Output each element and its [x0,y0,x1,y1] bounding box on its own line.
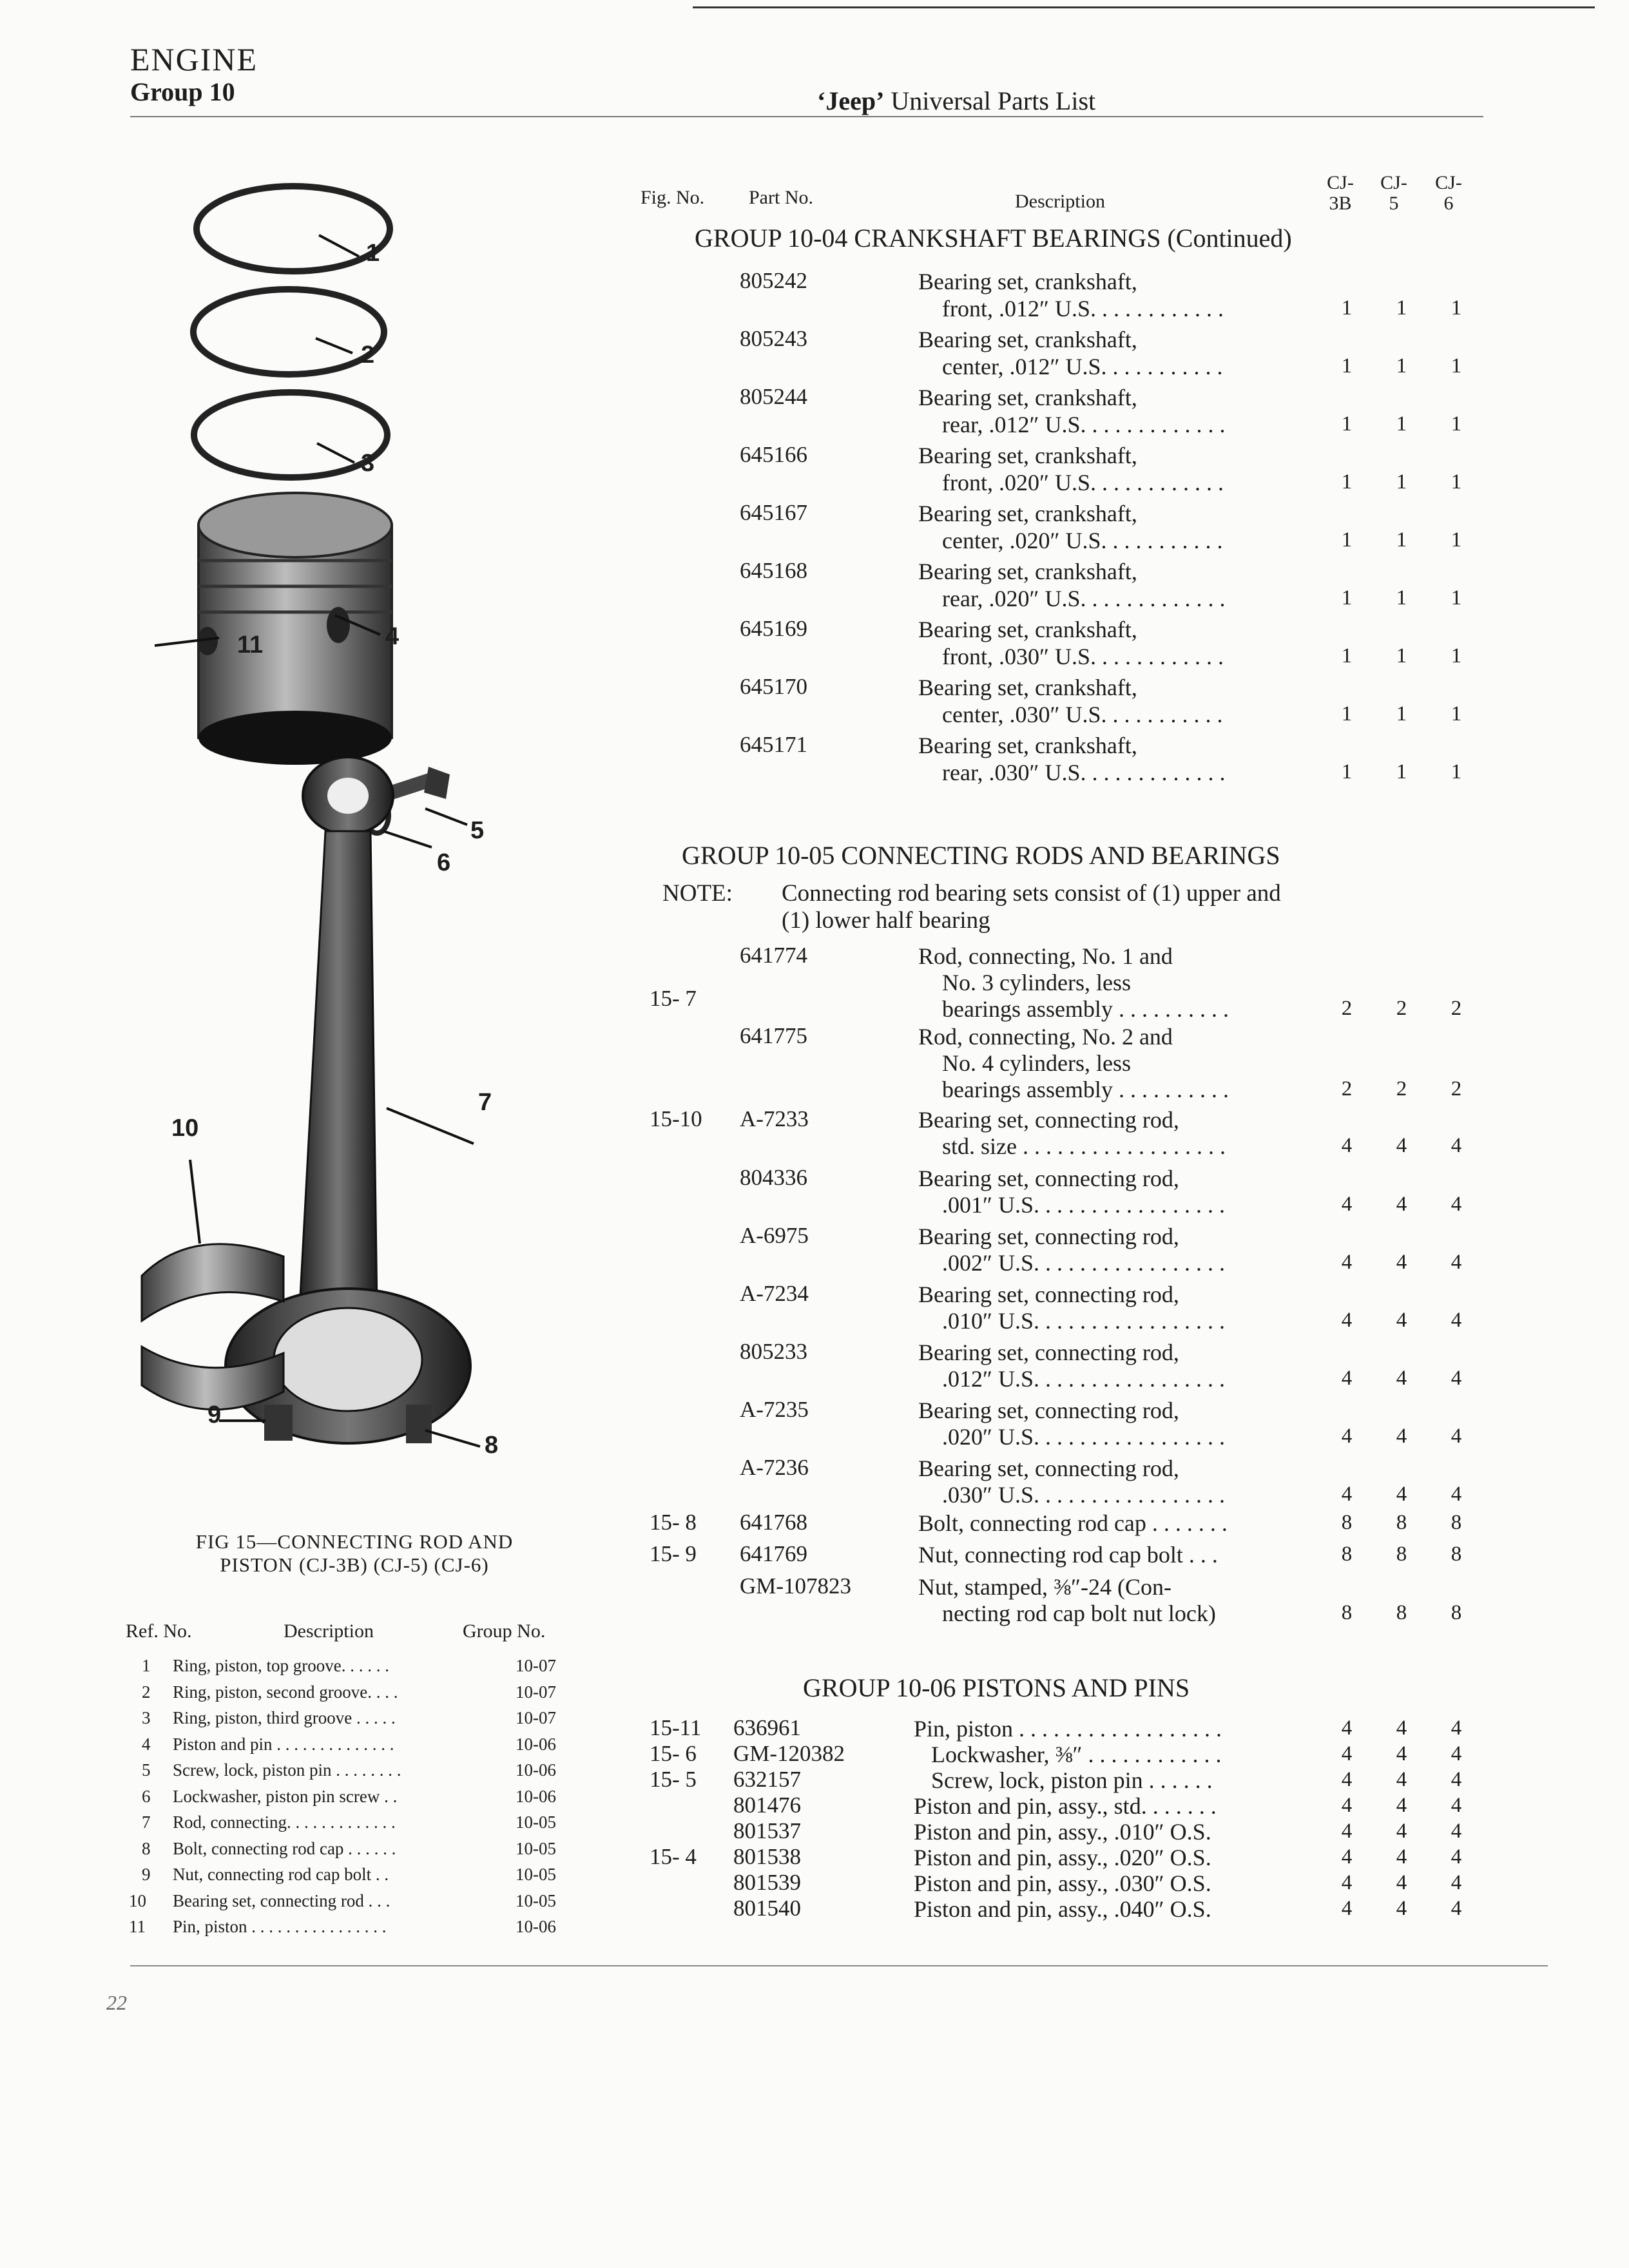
part-description-line: Bearing set, crankshaft, [918,269,1137,294]
quantity: 2 [1396,997,1407,1020]
part-number: 636961 [733,1715,801,1740]
connecting-rod-bearing-icon [142,1160,284,1410]
part-description-line: Bearing set, connecting rod, [918,1224,1179,1249]
part-description-line: Bearing set, crankshaft, [918,733,1137,758]
col-fig-no: Fig. No. [641,187,705,208]
figure-caption-line1: FIG 15—CONNECTING ROD AND [195,1530,514,1553]
piston-ring-second-icon [193,289,384,374]
part-number: A-7233 [740,1106,809,1131]
part-description-line: .030″ U.S. . . . . . . . . . . . . . . . . [942,1482,1226,1508]
legend-group: 10-07 [516,1656,556,1675]
part-number: 641768 [740,1510,807,1535]
quantity: 1 [1451,528,1462,552]
quantity: 4 [1451,1794,1462,1817]
quantity: 4 [1396,1193,1407,1216]
group-10-06-title: GROUP 10-06 PISTONS AND PINS [803,1673,1190,1702]
quantity: 2 [1341,997,1353,1020]
quantity: 8 [1341,1511,1353,1534]
part-number: 801538 [733,1844,801,1869]
part-description-line: Nut, stamped, ⅜″-24 (Con- [918,1574,1171,1600]
quantity: 4 [1341,1251,1353,1274]
part-description-line: std. size . . . . . . . . . . . . . . . . . . [942,1133,1226,1159]
part-description-line: .001″ U.S. . . . . . . . . . . . . . . . . [942,1192,1226,1218]
legend-group: 10-05 [516,1865,556,1884]
quantity: 1 [1341,354,1353,378]
col-model-cj3b [1318,173,1363,214]
part-number: A-7234 [740,1281,809,1306]
part-description-line: Rod, connecting, No. 2 and [918,1024,1173,1050]
quantity: 8 [1396,1542,1407,1566]
part-description-line: Screw, lock, piston pin . . . . . . [914,1767,1213,1793]
document-title [817,86,1095,116]
legend-ref: 8 [142,1838,151,1858]
fig-number: 15- 6 [650,1741,697,1766]
quantity: 4 [1341,1820,1353,1843]
header-rule [130,116,1483,117]
piston-ring-top-icon [197,186,390,271]
quantity: 1 [1451,586,1462,610]
quantity: 4 [1341,1742,1353,1765]
part-description-line: Bearing set, connecting rod, [918,1398,1179,1423]
quantity: 8 [1341,1542,1353,1566]
part-description-line: bearings assembly . . . . . . . . . . [942,996,1229,1022]
part-number: 801539 [733,1870,801,1895]
part-number: 801476 [733,1792,801,1818]
part-description-line: Piston and pin, assy., .030″ O.S. [914,1870,1211,1896]
part-description-line: Piston and pin, assy., .010″ O.S. [914,1819,1211,1845]
part-number: 632157 [733,1767,801,1792]
figure-caption [129,1530,580,1577]
part-description-line: .020″ U.S. . . . . . . . . . . . . . . . . [942,1424,1226,1450]
legend-group: 10-06 [516,1786,556,1806]
quantity: 1 [1341,760,1353,783]
figure-caption-line2: PISTON (CJ-3B) (CJ-5) (CJ-6) [220,1553,489,1576]
quantity: 1 [1396,412,1407,436]
part-number: 805244 [740,384,807,409]
quantity: 4 [1341,1845,1353,1869]
quantity: 8 [1396,1511,1407,1534]
fig-number: 15- 8 [650,1510,697,1535]
part-description-line: front, .012″ U.S. . . . . . . . . . . . [942,296,1224,322]
quantity: 1 [1396,586,1407,610]
part-description-line: No. 4 cylinders, less [942,1050,1131,1076]
quantity: 4 [1341,1794,1353,1817]
callout-8: 8 [485,1432,499,1459]
legend-head-group: Group No. [463,1620,546,1642]
quantity: 4 [1451,1251,1462,1274]
quantity: 4 [1396,1897,1407,1920]
part-description-line: Pin, piston . . . . . . . . . . . . . . . . . . [914,1716,1222,1742]
legend-group: 10-05 [516,1812,556,1832]
quantity: 8 [1396,1601,1407,1624]
part-number: 645171 [740,732,807,757]
quantity: 1 [1341,412,1353,436]
part-number: 804336 [740,1165,807,1190]
quantity: 4 [1451,1871,1462,1894]
legend-group: 10-07 [516,1708,556,1727]
quantity: 1 [1451,354,1462,378]
legend-description: Nut, connecting rod cap bolt . . [173,1865,389,1884]
legend-description: Bolt, connecting rod cap . . . . . . [173,1838,396,1858]
part-number: 641769 [740,1541,807,1566]
col-model-cj5-line1: CJ- [1380,172,1407,193]
fig-number: 15-11 [650,1715,702,1740]
part-number: 645166 [740,442,807,467]
quantity: 1 [1451,644,1462,668]
quantity: 4 [1341,1425,1353,1448]
col-model-cj6-line1: CJ- [1435,172,1462,193]
legend-description: Bearing set, connecting rod . . . [173,1890,390,1910]
quantity: 1 [1396,702,1407,726]
quantity: 4 [1451,1425,1462,1448]
col-model-cj5 [1371,173,1416,214]
legend-group: 10-06 [516,1917,556,1936]
part-number: GM-120382 [733,1741,845,1766]
callout-9: 9 [207,1401,222,1428]
quantity: 1 [1396,644,1407,668]
part-description-line: Piston and pin, assy., .040″ O.S. [914,1896,1211,1922]
piston-icon [155,493,392,765]
legend-description: Ring, piston, second groove. . . . [173,1682,398,1702]
legend-ref: 3 [142,1708,151,1727]
legend-ref: 11 [129,1917,146,1936]
legend-description: Piston and pin . . . . . . . . . . . . . . [173,1734,394,1754]
part-description-line: necting rod cap bolt nut lock) [942,1600,1216,1626]
quantity: 2 [1451,1077,1462,1100]
section-title: ENGINE [130,41,258,77]
quantity: 1 [1451,296,1462,320]
part-number: 805243 [740,326,807,351]
quantity: 1 [1396,528,1407,552]
quantity: 4 [1341,1871,1353,1894]
part-number: 805233 [740,1339,807,1364]
quantity: 4 [1396,1742,1407,1765]
part-description-line: Bearing set, crankshaft, [918,385,1137,410]
part-number: 641775 [740,1023,807,1048]
part-number: 645168 [740,558,807,583]
quantity: 4 [1396,1768,1407,1791]
group-10-04-title: GROUP 10-04 CRANKSHAFT BEARINGS (Continued) [695,224,1292,253]
callout-10: 10 [171,1115,199,1142]
part-number: 645170 [740,674,807,699]
fig-number: 15-10 [650,1106,702,1131]
legend-description: Rod, connecting. . . . . . . . . . . . . [173,1812,396,1832]
legend-ref: 6 [142,1786,151,1806]
legend-description: Ring, piston, third groove . . . . . [173,1708,396,1727]
top-edge-rule [693,6,1595,8]
legend-ref: 10 [129,1890,146,1910]
quantity: 1 [1341,470,1353,494]
part-description-line: rear, .012″ U.S. . . . . . . . . . . . . [942,412,1226,437]
quantity: 4 [1451,1845,1462,1869]
quantity: 4 [1341,1309,1353,1332]
quantity: 8 [1341,1601,1353,1624]
part-description-line: .010″ U.S. . . . . . . . . . . . . . . . . [942,1308,1226,1334]
callout-6: 6 [437,849,451,876]
part-description-line: front, .030″ U.S. . . . . . . . . . . . [942,644,1224,669]
quantity: 1 [1451,412,1462,436]
part-description-line: rear, .020″ U.S. . . . . . . . . . . . . [942,586,1226,611]
quantity: 2 [1396,1077,1407,1100]
section-heading [130,41,258,107]
document-title-rest: Universal Parts List [884,86,1096,115]
quantity: 4 [1341,1768,1353,1791]
part-description-line: Nut, connecting rod cap bolt . . . [918,1542,1218,1568]
brand-name: ‘Jeep’ [817,86,885,115]
quantity: 4 [1451,1768,1462,1791]
part-description-line: Bearing set, connecting rod, [918,1282,1179,1307]
quantity: 4 [1451,1134,1462,1157]
quantity: 4 [1451,1716,1462,1740]
callout-11: 11 [237,631,264,658]
quantity: 4 [1341,1716,1353,1740]
legend-group: 10-05 [516,1890,556,1910]
part-number: 805242 [740,268,807,293]
part-description-line: Piston and pin, assy., .020″ O.S. [914,1845,1211,1870]
legend-description: Pin, piston . . . . . . . . . . . . . . . . [173,1917,387,1936]
quantity: 4 [1396,1483,1407,1506]
quantity: 2 [1451,997,1462,1020]
part-description-line: Lockwasher, ⅜″ . . . . . . . . . . . . [914,1742,1222,1767]
quantity: 4 [1341,1193,1353,1216]
part-description-line: Piston and pin, assy., std. . . . . . . [914,1793,1217,1819]
quantity: 1 [1396,470,1407,494]
quantity: 1 [1396,760,1407,783]
quantity: 1 [1341,528,1353,552]
part-description-line: Bearing set, connecting rod, [918,1456,1179,1481]
quantity: 4 [1451,1820,1462,1843]
quantity: 1 [1451,702,1462,726]
part-description-line: Bearing set, crankshaft, [918,675,1137,700]
part-number: A-7236 [740,1455,809,1480]
legend-head-description: Description [284,1620,374,1642]
legend-description: Ring, piston, top groove. . . . . . [173,1656,389,1675]
part-number: 645169 [740,616,807,641]
part-description-line: front, .020″ U.S. . . . . . . . . . . . [942,470,1224,495]
quantity: 4 [1341,1897,1353,1920]
part-number: 801540 [733,1896,801,1921]
quantity: 4 [1396,1367,1407,1390]
legend-ref: 1 [142,1656,151,1675]
part-description-line: center, .030″ U.S. . . . . . . . . . . [942,702,1223,727]
part-number: 645167 [740,500,807,525]
quantity: 4 [1396,1425,1407,1448]
part-description-line: center, .012″ U.S. . . . . . . . . . . [942,354,1223,380]
quantity: 8 [1451,1542,1462,1566]
callout-5: 5 [470,817,485,844]
quantity: 4 [1341,1483,1353,1506]
quantity: 4 [1451,1897,1462,1920]
part-description-line: Bearing set, crankshaft, [918,327,1137,352]
part-description-line: Bearing set, connecting rod, [918,1107,1179,1133]
legend-group: 10-05 [516,1838,556,1858]
col-model-cj3b-line1: CJ- [1327,172,1354,193]
legend-description: Screw, lock, piston pin . . . . . . . . [173,1760,401,1780]
part-description-line: Bearing set, connecting rod, [918,1340,1179,1365]
quantity: 4 [1451,1367,1462,1390]
quantity: 1 [1341,644,1353,668]
quantity: 4 [1396,1845,1407,1869]
quantity: 4 [1341,1134,1353,1157]
fig-number: 15- 7 [650,986,697,1011]
quantity: 4 [1396,1716,1407,1740]
quantity: 1 [1451,760,1462,783]
part-description-line: bearings assembly . . . . . . . . . . [942,1077,1229,1102]
legend-group: 10-06 [516,1760,556,1780]
quantity: 4 [1341,1367,1353,1390]
part-description-line: Bearing set, crankshaft, [918,617,1137,642]
part-description-line: .012″ U.S. . . . . . . . . . . . . . . . . [942,1366,1226,1392]
quantity: 1 [1396,296,1407,320]
quantity: 1 [1341,702,1353,726]
quantity: 1 [1396,354,1407,378]
legend-head-ref: Ref. No. [126,1620,192,1642]
quantity: 1 [1451,470,1462,494]
legend-group: 10-06 [516,1734,556,1754]
part-description-line: Bearing set, crankshaft, [918,559,1137,584]
group-title: Group 10 [130,77,235,106]
part-description-line: No. 3 cylinders, less [942,970,1131,995]
legend-ref: 9 [142,1865,151,1884]
callout-1: 1 [366,240,380,267]
quantity: 4 [1396,1309,1407,1332]
col-model-cj3b-line2: 3B [1329,193,1352,214]
part-number: GM-107823 [740,1573,852,1599]
quantity: 8 [1451,1511,1462,1534]
legend-ref: 2 [142,1682,151,1702]
callout-4: 4 [385,623,400,650]
quantity: 8 [1451,1601,1462,1624]
part-description-line: Bearing set, crankshaft, [918,443,1137,468]
col-model-cj6-line2: 6 [1443,193,1454,214]
part-description-line: Rod, connecting, No. 1 and [918,943,1173,969]
part-number: 801537 [733,1818,801,1843]
col-model-cj5-line2: 5 [1389,193,1399,214]
quantity: 4 [1451,1309,1462,1332]
quantity: 1 [1341,296,1353,320]
part-number: A-7235 [740,1397,809,1422]
fig-number: 15- 9 [650,1541,697,1566]
col-model-cj6 [1426,173,1471,214]
part-description-line: center, .020″ U.S. . . . . . . . . . . [942,528,1223,553]
legend-ref: 4 [142,1734,151,1754]
legend-description: Lockwasher, piston pin screw . . [173,1786,398,1806]
fig-number: 15- 5 [650,1767,697,1792]
quantity: 4 [1396,1251,1407,1274]
quantity: 4 [1396,1871,1407,1894]
footer-rule [130,1965,1548,1966]
group-10-05-title: GROUP 10-05 CONNECTING RODS AND BEARINGS [682,841,1280,870]
quantity: 1 [1341,586,1353,610]
quantity: 4 [1451,1742,1462,1765]
part-description-line: rear, .030″ U.S. . . . . . . . . . . . . [942,760,1226,785]
quantity: 2 [1341,1077,1353,1100]
callout-2: 2 [361,341,375,369]
legend-group: 10-07 [516,1682,556,1702]
callout-7: 7 [478,1089,492,1116]
col-part-no: Part No. [749,187,813,208]
quantity: 4 [1451,1483,1462,1506]
quantity: 4 [1396,1134,1407,1157]
legend-ref: 7 [142,1812,151,1832]
part-description-line: Bolt, connecting rod cap . . . . . . . [918,1510,1228,1536]
quantity: 4 [1396,1794,1407,1817]
part-description-line: Bearing set, connecting rod, [918,1166,1179,1191]
page-number: 22 [106,1991,127,2014]
part-number: A-6975 [740,1223,809,1248]
quantity: 4 [1451,1193,1462,1216]
part-description-line: Bearing set, crankshaft, [918,501,1137,526]
note-text-line2: (1) lower half bearing [782,907,990,934]
col-description: Description [1015,191,1105,212]
note-label: NOTE: [662,880,733,907]
callout-3: 3 [361,450,375,477]
piston-ring-third-icon [194,392,387,477]
part-description-line: .002″ U.S. . . . . . . . . . . . . . . . . [942,1250,1226,1276]
part-number: 641774 [740,943,807,968]
quantity: 4 [1396,1820,1407,1843]
fig-number: 15- 4 [650,1844,697,1869]
note-text-line1: Connecting rod bearing sets consist of (1) upper and [782,880,1281,907]
legend-ref: 5 [142,1760,151,1780]
